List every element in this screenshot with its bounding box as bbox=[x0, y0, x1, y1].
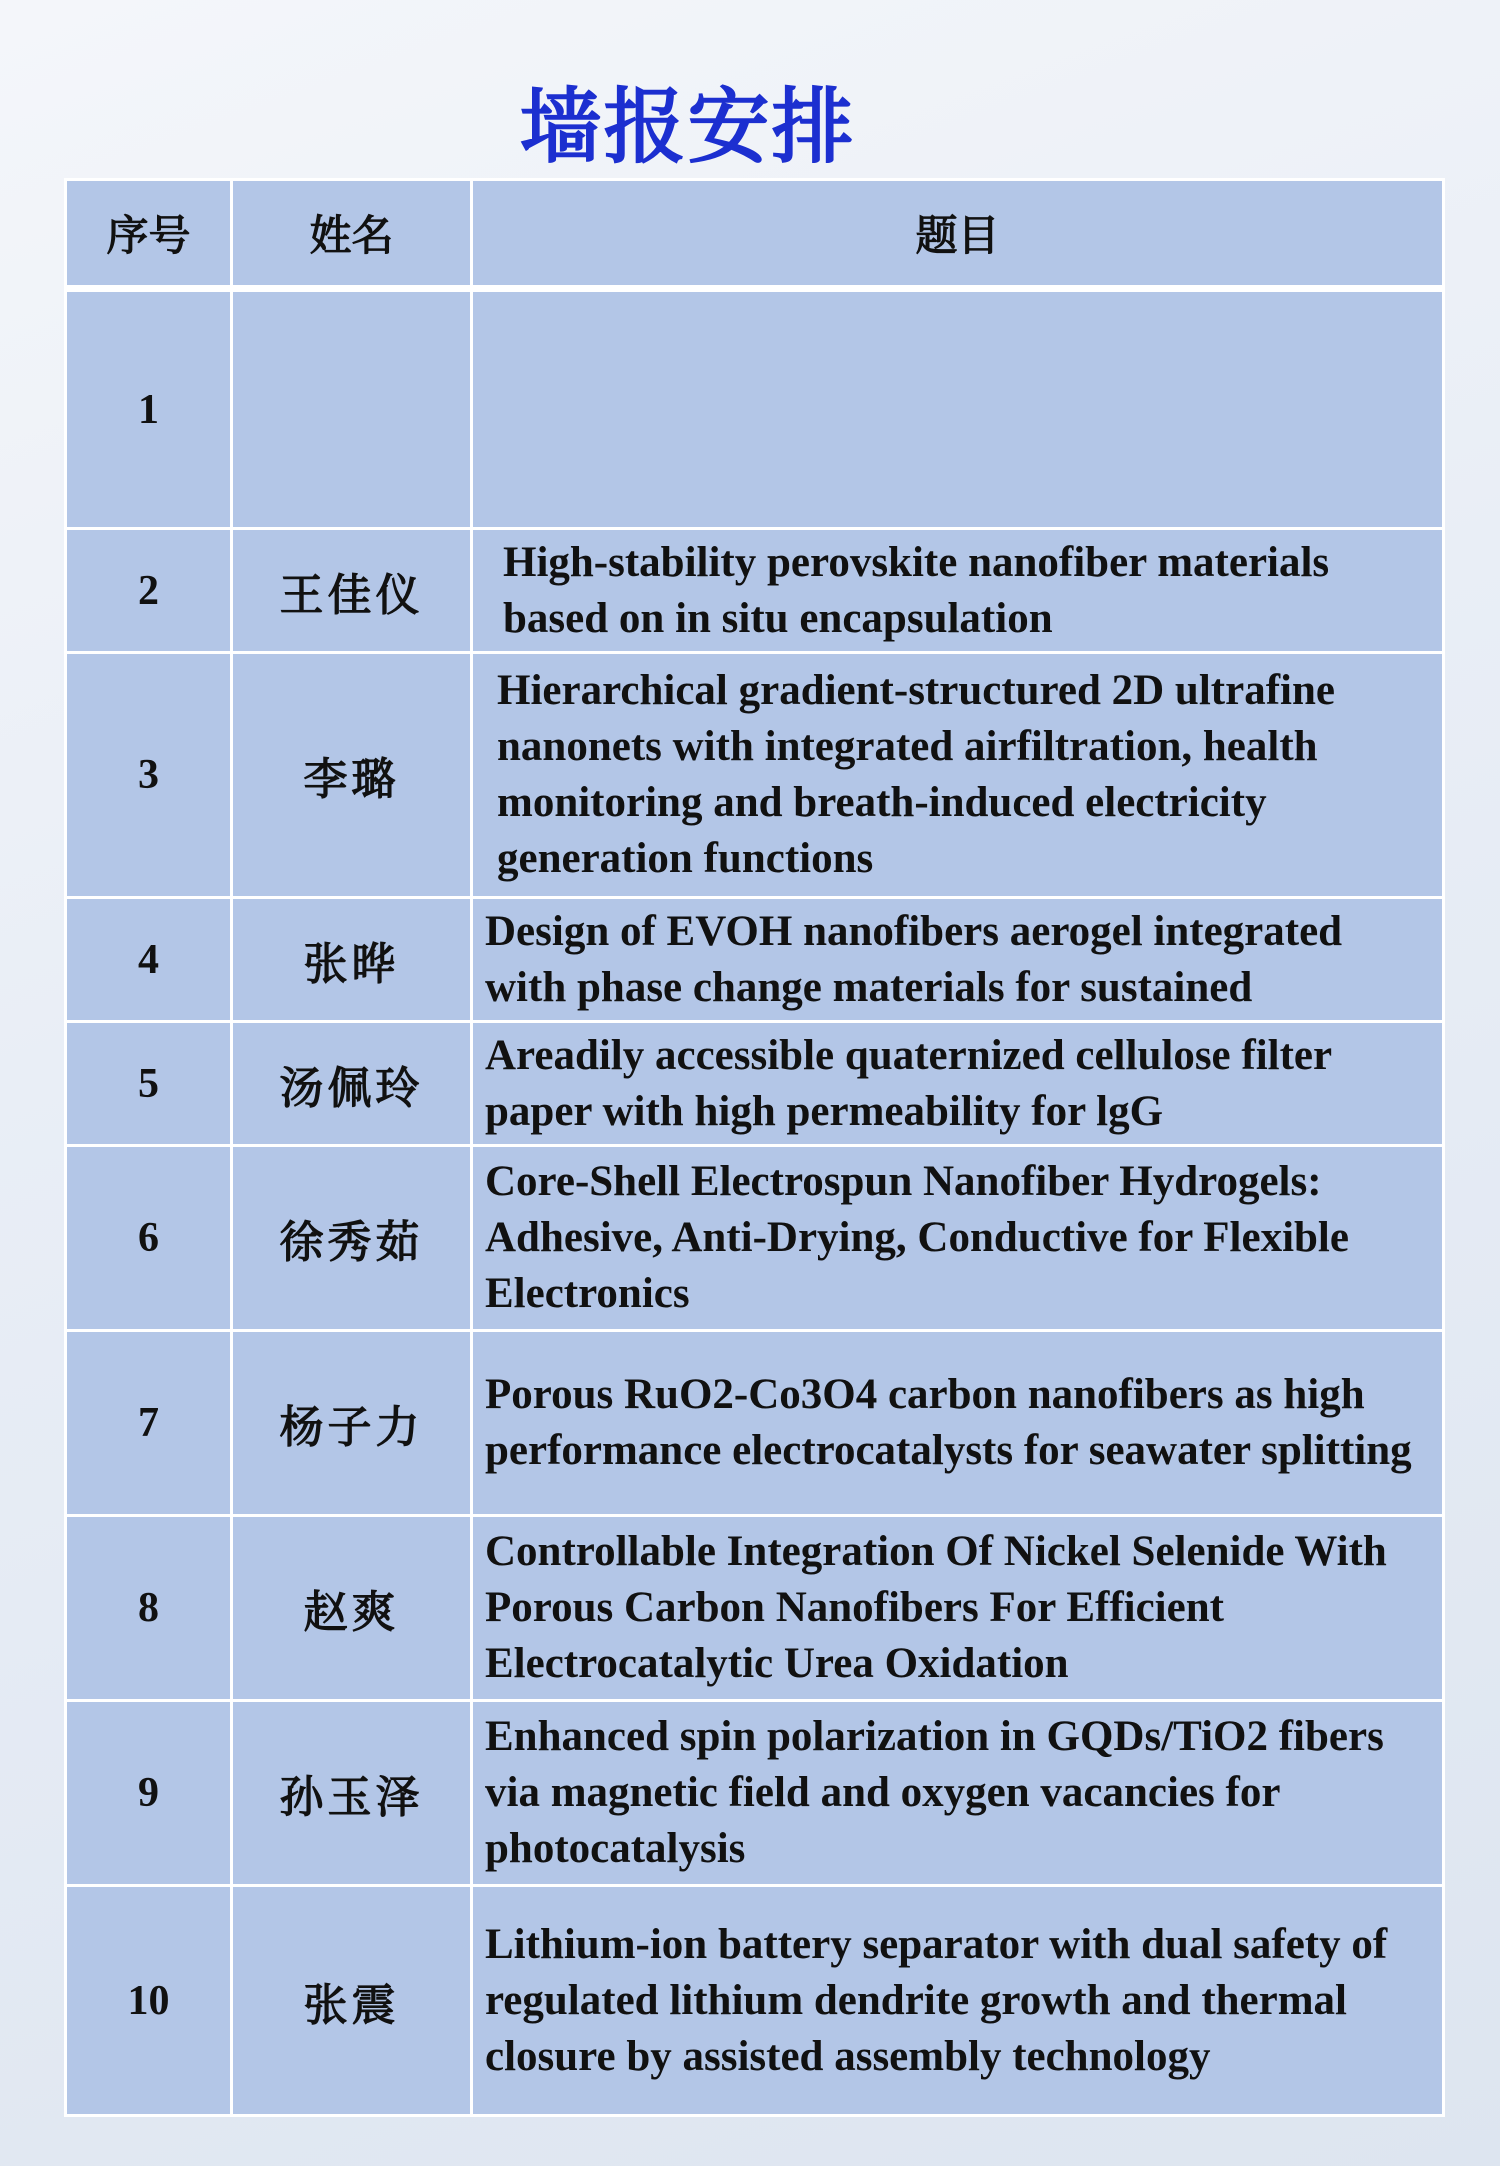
header-name: 姓名 bbox=[232, 180, 472, 289]
row-number: 5 bbox=[66, 1022, 232, 1146]
row-topic-text: Enhanced spin polarization in GQDs/TiO2 fibers via magnetic field and oxygen vacancies for photocatalysis bbox=[485, 1713, 1384, 1872]
row-topic bbox=[472, 1886, 1444, 2116]
table-row bbox=[66, 653, 1444, 898]
row-number: 10 bbox=[66, 1886, 232, 2116]
row-topic-text: Hierarchical gradient-structured 2D ultrafine nanonets with integrated airfiltration, health monitoring and breath-induced electricity generation functions bbox=[497, 667, 1335, 882]
row-topic bbox=[472, 529, 1444, 653]
table-header-row bbox=[66, 180, 1444, 289]
table-row bbox=[66, 898, 1444, 1022]
table-row bbox=[66, 1516, 1444, 1701]
table-row bbox=[66, 1886, 1444, 2116]
row-number: 6 bbox=[66, 1146, 232, 1331]
row-number: 7 bbox=[66, 1331, 232, 1516]
row-number: 2 bbox=[66, 529, 232, 653]
row-topic bbox=[472, 1701, 1444, 1886]
table-row bbox=[66, 529, 1444, 653]
row-topic-text: Controllable Integration Of Nickel Selenide With Porous Carbon Nanofibers For Efficient Electrocatalytic Urea Oxidation bbox=[485, 1528, 1387, 1687]
row-name: 赵爽 bbox=[232, 1516, 472, 1701]
row-name bbox=[232, 289, 472, 529]
row-topic bbox=[472, 653, 1444, 898]
row-topic-text: Porous RuO2-Co3O4 carbon nanofibers as high performance electrocatalysts for seawater splitting bbox=[485, 1371, 1412, 1474]
row-number: 9 bbox=[66, 1701, 232, 1886]
row-name: 汤佩玲 bbox=[232, 1022, 472, 1146]
row-topic bbox=[472, 1516, 1444, 1701]
poster-schedule-table bbox=[64, 178, 1445, 2117]
page-title: 墙报安排 bbox=[519, 80, 856, 175]
row-topic bbox=[472, 1331, 1444, 1516]
row-name: 徐秀茹 bbox=[232, 1146, 472, 1331]
row-topic-text: Areadily accessible quaternized cellulose filter paper with high permeability for lgG bbox=[485, 1031, 1332, 1135]
table-row bbox=[66, 1146, 1444, 1331]
row-topic-text: High-stability perovskite nanofiber materials based on in situ encapsulation bbox=[503, 538, 1330, 642]
row-number: 4 bbox=[66, 898, 232, 1022]
row-topic-text: Core-Shell Electrospun Nanofiber Hydrogels: Adhesive, Anti-Drying, Conductive for Flexible Electronics bbox=[485, 1158, 1349, 1317]
table-row bbox=[66, 1331, 1444, 1516]
row-name: 杨子力 bbox=[232, 1331, 472, 1516]
row-number: 8 bbox=[66, 1516, 232, 1701]
row-topic bbox=[472, 289, 1444, 529]
row-name: 李璐 bbox=[232, 653, 472, 898]
row-number: 1 bbox=[66, 289, 232, 529]
table-row bbox=[66, 289, 1444, 529]
row-topic bbox=[472, 898, 1444, 1022]
table-row bbox=[66, 1701, 1444, 1886]
row-name: 张震 bbox=[232, 1886, 472, 2116]
row-name: 孙玉泽 bbox=[232, 1701, 472, 1886]
row-number: 3 bbox=[66, 653, 232, 898]
row-name: 王佳仪 bbox=[232, 529, 472, 653]
row-topic bbox=[472, 1022, 1444, 1146]
header-number: 序号 bbox=[66, 180, 232, 289]
row-topic-text: Design of EVOH nanofibers aerogel integrated with phase change materials for sustained bbox=[485, 907, 1343, 1011]
row-name: 张晔 bbox=[232, 898, 472, 1022]
header-topic: 题目 bbox=[472, 180, 1444, 289]
row-topic-text: Lithium-ion battery separator with dual safety of regulated lithium dendrite growth and thermal closure by assisted assembly technology bbox=[485, 1920, 1388, 2080]
row-topic bbox=[472, 1146, 1444, 1331]
table-row bbox=[66, 1022, 1444, 1146]
